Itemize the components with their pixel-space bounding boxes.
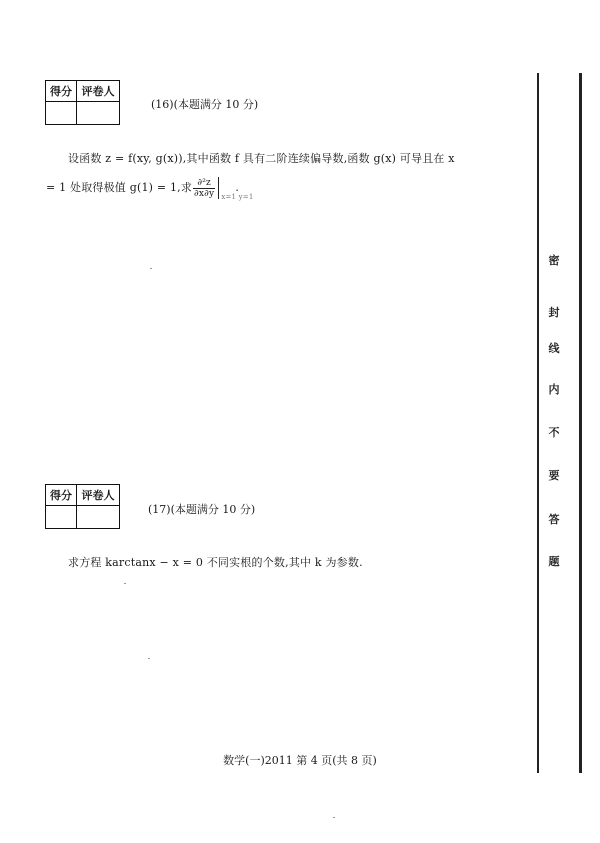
scan-speck [150, 268, 152, 269]
q16-line2-prefix: = 1 处取得极值 g(1) = 1,求 [46, 181, 193, 194]
q16-frac-num: ∂²z [193, 178, 215, 189]
q16-eval-bar [218, 177, 254, 201]
binding-line-outer [579, 73, 582, 773]
q17-text-line1: 求方程 karctanx − x = 0 不同实根的个数,其中 k 为参数. [68, 556, 363, 569]
q16-partial-fraction [193, 178, 215, 199]
q16-title: (16)(本题满分 10 分) [151, 98, 259, 111]
q16-grader-cell [77, 102, 120, 125]
q16-text-line2 [46, 177, 254, 201]
q16-text-line1: 设函数 z = f(xy, g(x)),其中函数 f 具有二阶连续偏导数,函数 g(x) 可导且在 x [68, 152, 455, 165]
scan-speck [124, 583, 126, 584]
q16-frac-den: ∂x∂y [194, 188, 215, 199]
scan-speck [148, 658, 150, 659]
q17-score-label: 得分 [46, 485, 77, 506]
page-footer: 数学(一)2011 第 4 页(共 8 页) [223, 754, 377, 767]
q16-line2-suffix: . [235, 181, 240, 194]
q16-grader-label: 评卷人 [77, 81, 120, 102]
q17-score-table [45, 484, 120, 529]
q17-score-cell [46, 506, 77, 529]
seal-char: 不 [548, 426, 560, 439]
q16-score-table [45, 80, 120, 125]
q17-grader-cell [77, 506, 120, 529]
q16-score-label: 得分 [46, 81, 77, 102]
seal-char: 答 [548, 513, 560, 526]
q16-score-cell [46, 102, 77, 125]
seal-char: 题 [548, 555, 560, 568]
seal-char: 线 [548, 342, 560, 355]
seal-char: 密 [548, 254, 560, 267]
seal-char: 内 [548, 383, 560, 396]
q16-eval-sub: x=1 y=1 [221, 193, 254, 201]
binding-line-inner [537, 73, 539, 773]
seal-char: 要 [548, 469, 560, 482]
q17-title: (17)(本题满分 10 分) [148, 503, 256, 516]
seal-char: 封 [548, 306, 560, 319]
q17-grader-label: 评卷人 [77, 485, 120, 506]
scan-speck [333, 817, 335, 818]
